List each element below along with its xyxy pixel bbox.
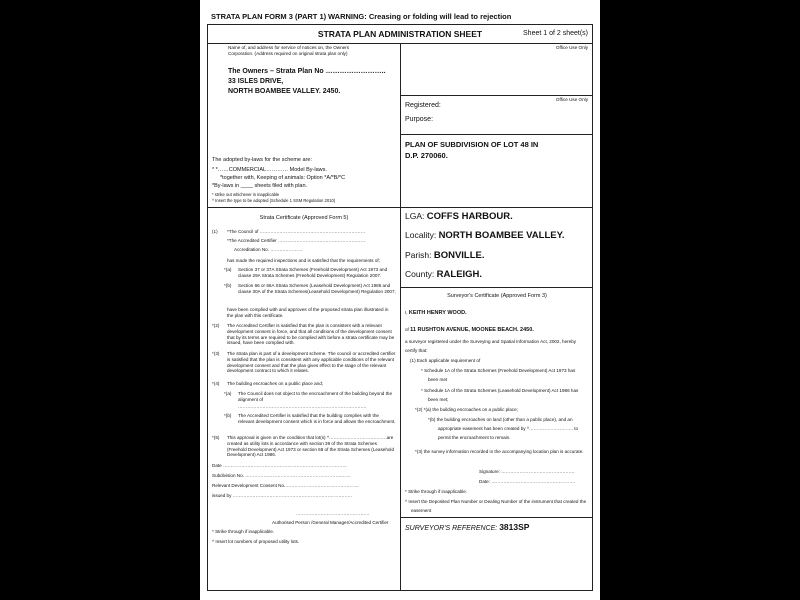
surveyor-reference-value: 3813SP (499, 522, 530, 532)
cert-inspections: has made the required inspections and is satisfied that the requirements of; (227, 258, 380, 263)
surveyor-req-1b-2: been met; (428, 397, 449, 402)
cert-note-1: * Strike through if inapplicable. (212, 529, 275, 534)
sheet-number: Sheet 1 of 2 sheet(s) (523, 30, 588, 37)
surveyor-req-2a: *(2) *(a) the building encroaches on a public place; (415, 407, 518, 412)
cert-date: Date ……………………………………………………………………… (212, 463, 348, 468)
service-label-2: Corporation. (Address required on original strata plan only) (228, 51, 348, 56)
parish-label: Parish: (405, 250, 432, 260)
column-divider (400, 43, 401, 591)
surveyor-req-1a: * Schedule 1A of the Strata Schemes (Freehold Development) Act 1973 has (421, 368, 576, 373)
cert-5-text: This approval is given on the condition that lot(s) ^………………………….…….are created as utility lots in accordance with section 39 of the Strata Schemes (Freehold Development) Act 1973 or section 68 of the Strata Schemes (Leasehold Development) Act 1986. (227, 435, 395, 458)
bylaws-note-2: ^ Insert the type to be adopted (Schedule 1 SSM Regulation 2010) (212, 198, 336, 203)
surveyor-registered-1: a surveyor registered under the Surveying and Spatial Information Act, 2002, hereby (405, 339, 577, 344)
reference-divider (400, 517, 593, 518)
cert-note-2: ^ Insert lot numbers of proposed utility lots. (212, 539, 300, 544)
owners-line: The Owners – Strata Plan No …………………….. (228, 68, 386, 75)
surveyor-req-1b: * Schedule 1A of the Strata Schemes (Leasehold Development) Act 1986 has (421, 388, 579, 393)
cert-accreditation-line: Accreditation No. ………………… (234, 247, 303, 252)
surveyor-req-2b: *(b) the building encroaches on land (other than a public place), and an (428, 417, 573, 422)
cert-signature-label: Authorised Person /General Manager/Accredited Certifier (272, 520, 389, 525)
form-label: STRATA PLAN FORM 3 (PART 1) (211, 12, 327, 21)
bylaws-line-3: *together with, Keeping of animals: Option *A/*B/*C (220, 175, 346, 181)
surveyor-signature: Signature: ………………………………………… (479, 469, 575, 474)
address-line-2: NORTH BOAMBEE VALLEY. 2450. (228, 88, 341, 95)
cert-subdivision: Subdivision No. …………………………………………………………… (212, 473, 351, 478)
section-divider (208, 207, 593, 208)
page-title: STRATA PLAN ADMINISTRATION SHEET (317, 29, 483, 39)
surveyor-name: KEITH HENRY WOOD. (408, 310, 467, 316)
plan-line-1: PLAN OF SUBDIVISION OF LOT 48 IN (405, 140, 539, 149)
surveyor-date: Date: ………………………………………………. (479, 479, 576, 484)
cert-4a-dots: ………………………………………………………………………… (238, 404, 367, 409)
purpose-divider (400, 134, 593, 135)
surveyor-req-2b-2: appropriate easement has been created by ^……………………….. to (438, 426, 579, 431)
cert-a-number: *(a) (224, 267, 232, 272)
office-use-divider (400, 95, 593, 96)
surveyor-note-2: ^ Insert the Deposited Plan Number or Dealing Number of the instrument that created the (405, 499, 587, 504)
cert-4b-number: *(b) (224, 413, 232, 418)
cert-3-number: *(3) (212, 351, 220, 356)
bylaws-note-1: * strike out whichever is inapplicable (212, 192, 280, 197)
cert-5-number: *(5) (212, 435, 220, 440)
cert-certifier-line: *The Accredited Certifier ………………………………………………… (227, 238, 366, 243)
surveyor-req-2b-3: permit the encroachment to remain. (438, 435, 511, 440)
lga-label: LGA: (405, 211, 425, 221)
bylaws-line-4: *By-laws in ____ sheets filed with plan. (212, 183, 308, 189)
county-value: RALEIGH. (436, 269, 483, 280)
cert-2-number: *(2) (212, 323, 220, 328)
form-frame (207, 24, 593, 591)
title-row (208, 25, 592, 44)
address-line-1: 33 ISLES DRIVE, (228, 78, 284, 85)
cert-signature-line: ………………………………………… (296, 511, 370, 516)
surveyor-note-2b: easement (411, 508, 432, 513)
cert-complied: have been complied with and approves of the proposed strata plan illustrated in the plan with this certificate. (227, 307, 389, 318)
parish-row (405, 250, 485, 261)
surveyor-registered-2: certify that: (405, 348, 428, 353)
locality-row (405, 230, 565, 241)
surveyor-cert-title: Surveyor's Certificate (Approved Form 3) (447, 293, 547, 299)
form-sheet (200, 0, 600, 600)
surveyor-address-row (405, 327, 534, 334)
strata-cert-title: Strata Certificate (Approved Form 5) (259, 215, 349, 221)
office-use-label-top: Office Use Only (555, 45, 588, 50)
cert-council-line: *The Council of …………………………………………………………… (227, 229, 366, 234)
cert-a-text: Section 37 or 37A Strata Schemes (Freehold Development) Act 1973 and clause 29A Strata Schemes (Freehold Development) Regulation 2007. (238, 267, 388, 278)
surveyor-of-label: of (405, 327, 409, 332)
cert-1-number: (1) (212, 229, 218, 234)
surveyor-reference-row (405, 522, 529, 532)
cert-2-text: The Accredited Certifier is satisfied that the plan is consistent with a relevant development consent in force, and that all conditions of the development consent that by its terms are required to be complied with before a strata certificate may be issued, have been complied with. (227, 323, 395, 346)
registered-label: Registered: (405, 102, 441, 109)
plan-line-2: D.P. 270060. (405, 151, 448, 160)
locality-label: Locality: (405, 230, 437, 240)
purpose-label: Purpose: (405, 116, 434, 123)
locality-value: NORTH BOAMBEE VALLEY. (438, 230, 565, 241)
surveyor-req-3: *(3) the survey information recorded in the accompanying location plan is accurate. (415, 449, 584, 454)
cert-4a-text: The Council does not object to the encroachment of the building beyond the alignment of (238, 391, 392, 402)
cert-4b-text: The Accredited Certifier is satisfied that the building complies with the relevant development consent which is in force and allows the encroachment. (238, 413, 396, 424)
surveyor-i-label: I, (405, 310, 408, 315)
cert-4-text: The building encroaches on a public place and; (227, 381, 324, 386)
county-label: County: (405, 269, 435, 279)
cert-b-text: Section 66 or 66A Strata Schemes (Leasehold Development) Act 1986 and clause 30A of the Strata Schemes(Leasehold Development) Regulation 2007, (238, 283, 396, 294)
warning-text: WARNING: Creasing or folding will lead to rejection (328, 12, 512, 21)
cert-3-text: The strata plan is part of a development scheme. The council or accredited certifier is satisfied that the plan is consistent with any applicable conditions of the relevant development consent and that the plan gives effect to the stage of the relevant development contract to which it relates. (227, 351, 396, 374)
surveyor-req-1: (1) Each applicable requirement of (410, 358, 481, 363)
surveyor-address: 11 RUSHTON AVENUE, MOONEE BEACH. 2450. (410, 327, 534, 333)
cert-b-number: *(b) (224, 283, 232, 288)
office-use-label-mid: Office Use Only (555, 97, 588, 102)
cert-4a-number: *(a) (224, 391, 232, 396)
surveyor-reference-label: SURVEYOR'S REFERENCE: (405, 525, 498, 532)
service-label-1: Name of, and address for service of notices on, the Owners (228, 45, 350, 50)
surveyor-name-row (405, 310, 467, 317)
lga-row (405, 211, 513, 222)
county-row (405, 269, 482, 280)
parish-value: BONVILLE. (433, 250, 485, 261)
lga-value: COFFS HARBOUR. (426, 211, 513, 222)
bylaws-line-1: The adopted by-laws for the scheme are: (212, 157, 312, 163)
bylaws-line-2: * *……COMMERCIAL………… Model By-laws. (212, 167, 327, 173)
cert-4-number: *(4) (212, 381, 220, 386)
cert-issued-by: issued by …………………………………………………………………… (212, 493, 353, 498)
location-divider (400, 287, 593, 288)
surveyor-note-1: * Strike through if inapplicable. (405, 489, 468, 494)
surveyor-req-1a-2: been met (428, 377, 448, 382)
cert-consent: Relevant Development Consent No.………………………………………… (212, 483, 359, 488)
